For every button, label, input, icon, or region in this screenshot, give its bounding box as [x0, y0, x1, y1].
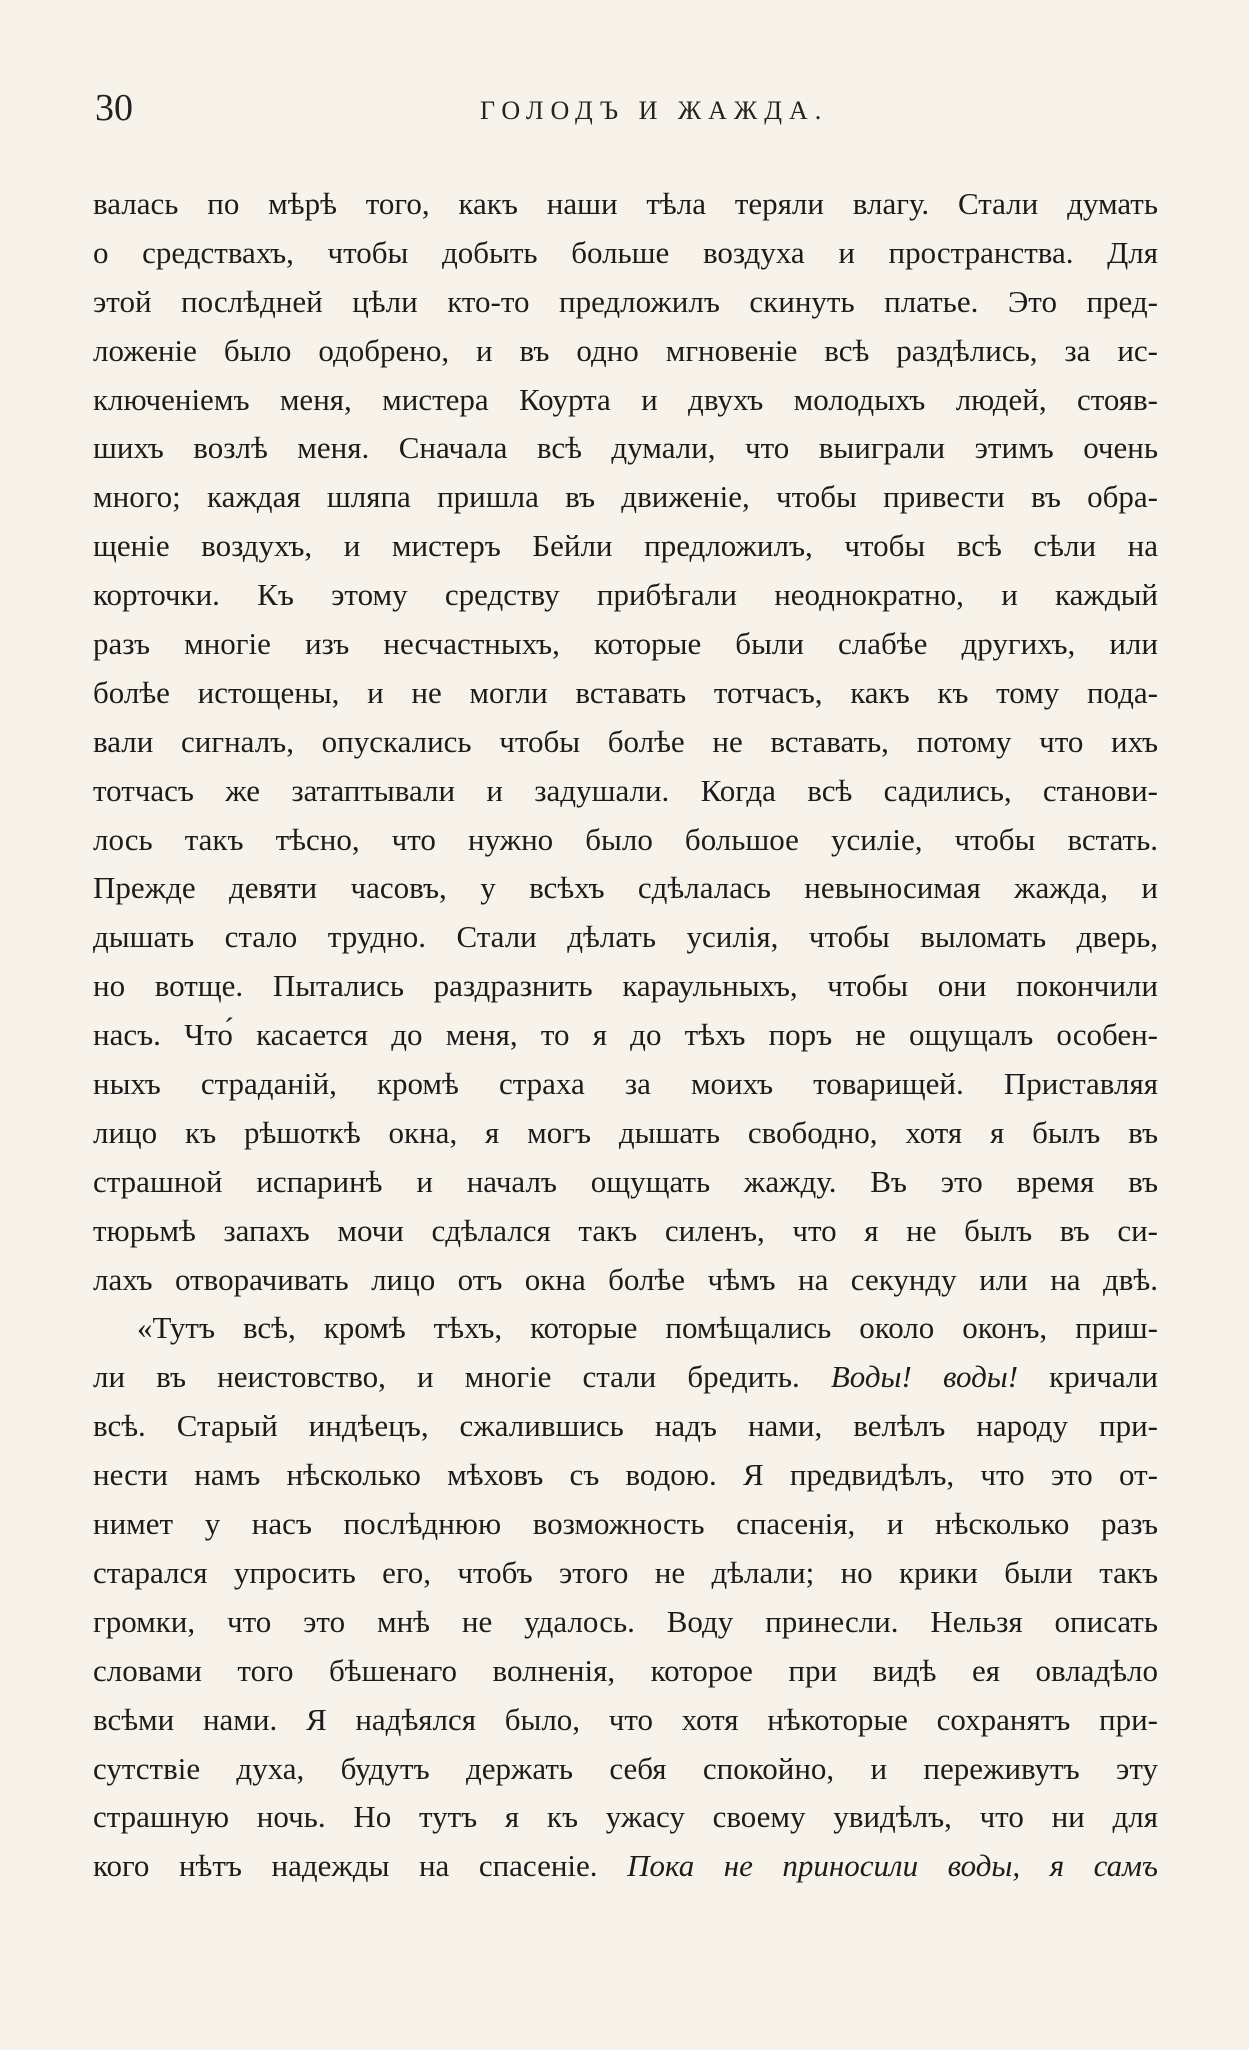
text-segment: кричали [1049, 1359, 1158, 1395]
text-line: валась по мѣрѣ того, какъ наши тѣла теряли влагу. Стали думать [93, 186, 1158, 221]
text-line: нести намъ нѣсколько мѣховъ съ водою. Я предвидѣлъ, что это от- [93, 1457, 1158, 1493]
italic-segment: Пока не приносили воды, я самъ [627, 1848, 1158, 1884]
text-line: сутствіе духа, будутъ держать себя спокойно, и переживутъ эту [93, 1750, 1158, 1786]
running-title: ГОЛОДЪ И ЖАЖДА. [480, 96, 829, 125]
text-line: лось такъ тѣсно, что нужно было большое усиліе, чтобы встать. [93, 821, 1158, 857]
text-line: всѣ. Старый индѣецъ, сжалившись надъ нами, велѣлъ народу при- [93, 1408, 1158, 1444]
text-line: ключеніемъ меня, мистера Коурта и двухъ молодыхъ людей, стояв- [93, 381, 1158, 417]
text-line: шихъ возлѣ меня. Сначала всѣ думали, что выиграли этимъ очень [93, 430, 1158, 466]
text-line: всѣми нами. Я надѣялся было, что хотя нѣкоторые сохранятъ при- [93, 1701, 1158, 1737]
text-line-mixed [93, 1353, 1158, 1402]
text-line: вали сигналъ, опускались чтобы болѣе не вставать, потому что ихъ [93, 723, 1158, 759]
text-segment: кого нѣтъ надежды на спасеніе. [93, 1848, 598, 1884]
text-line: «Тутъ всѣ, кромѣ тѣхъ, которые помѣщались около оконъ, приш- [137, 1310, 1158, 1346]
text-line: страшной испаринѣ и началъ ощущать жажду. Въ это время въ [93, 1163, 1158, 1199]
text-line: ныхъ страданій, кромѣ страха за моихъ товарищей. Приставляя [93, 1066, 1158, 1102]
text-line: Прежде девяти часовъ, у всѣхъ сдѣлалась невыносимая жажда, и [93, 870, 1158, 906]
text-line: много; каждая шляпа пришла въ движеніе, чтобы привести въ обра- [93, 479, 1158, 515]
text-line: этой послѣдней цѣли кто-то предложилъ скинуть платье. Это пред- [93, 283, 1158, 319]
text-line: болѣе истощены, и не могли вставать тотчасъ, какъ къ тому пода- [93, 674, 1158, 710]
text-line: насъ. Что́ касается до меня, то я до тѣхъ поръ не ощущалъ особен- [93, 1017, 1158, 1053]
text-segment: ли въ неистовство, и многіе стали бредить. [93, 1359, 800, 1395]
text-line: нимет у насъ послѣднюю возможность спасенія, и нѣсколько разъ [93, 1506, 1158, 1542]
page-header [95, 88, 1145, 138]
text-line: страшную ночь. Но тутъ я къ ужасу своему увидѣлъ, что ни для [93, 1799, 1158, 1835]
text-line: лахъ отворачивать лицо отъ окна болѣе чѣмъ на секунду или на двѣ. [93, 1261, 1158, 1297]
text-line: но вотще. Пытались раздразнить караульныхъ, чтобы они покончили [93, 968, 1158, 1004]
text-line-mixed [93, 1842, 1158, 1891]
body-text [93, 180, 1158, 1891]
text-line: громки, что это мнѣ не удалось. Воду принесли. Нельзя описать [93, 1603, 1158, 1639]
text-line: разъ многіе изъ несчастныхъ, которые были слабѣе другихъ, или [93, 626, 1158, 662]
text-line: о средствахъ, чтобы добыть больше воздуха и пространства. Для [93, 234, 1158, 270]
page-number: 30 [95, 87, 133, 129]
italic-segment: Воды! воды! [830, 1359, 1019, 1395]
text-line: корточки. Къ этому средству прибѣгали неоднократно, и каждый [93, 577, 1158, 613]
text-line: старался упросить его, чтобъ этого не дѣлали; но крики были такъ [93, 1554, 1158, 1590]
text-line: щеніе воздухъ, и мистеръ Бейли предложилъ, чтобы всѣ сѣли на [93, 528, 1158, 564]
text-line: дышать стало трудно. Стали дѣлать усилія, чтобы выломать дверь, [93, 919, 1158, 955]
text-line: лицо къ рѣшоткѣ окна, я могъ дышать свободно, хотя я былъ въ [93, 1114, 1158, 1150]
text-line: тюрьмѣ запахъ мочи сдѣлался такъ силенъ, что я не былъ въ си- [93, 1212, 1158, 1248]
text-line: ложеніе было одобрено, и въ одно мгновеніе всѣ раздѣлись, за ис- [93, 332, 1158, 368]
text-line: тотчасъ же затаптывали и задушали. Когда всѣ садились, станови- [93, 772, 1158, 808]
text-line: словами того бѣшенаго волненія, которое при видѣ ея овладѣло [93, 1652, 1158, 1688]
